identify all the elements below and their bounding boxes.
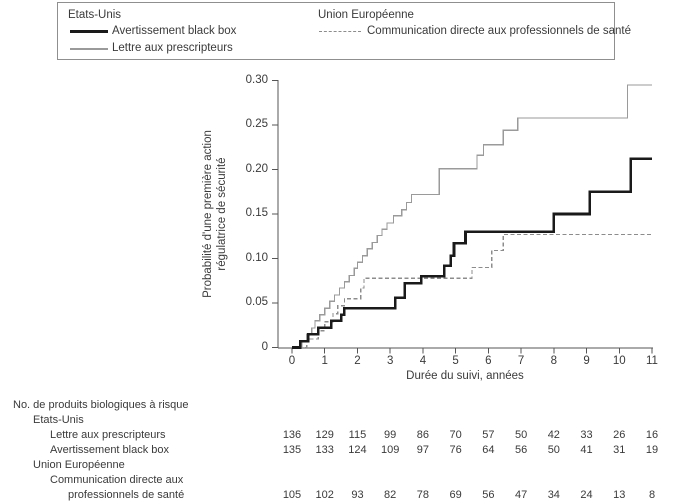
legend-header-eu: Union Européenne xyxy=(318,9,414,21)
risk-count-cell: 26 xyxy=(613,429,626,441)
risk-count-cell: 76 xyxy=(449,444,462,456)
x-tick-label: 3 xyxy=(386,355,394,367)
risk-count-cell: 78 xyxy=(416,489,430,501)
x-tick-label: 6 xyxy=(485,355,492,367)
y-tick-label: 0.30 xyxy=(245,73,268,86)
legend-header-us: Etats-Unis xyxy=(68,9,122,21)
risk-count-cell: 31 xyxy=(613,444,626,456)
risk-count-cell: 34 xyxy=(547,489,560,501)
x-tick-label: 5 xyxy=(452,355,459,367)
series-line xyxy=(292,235,652,348)
x-axis-label: Durée du suivi, années xyxy=(406,370,524,382)
legend-label-lettre: Lettre aux prescripteurs xyxy=(112,42,233,54)
risk-row-label-lettre: Lettre aux prescripteurs xyxy=(50,429,166,441)
x-tick-label: 0 xyxy=(288,355,296,367)
risk-count-cell: 97 xyxy=(416,444,430,456)
risk-count-cell: 42 xyxy=(547,429,560,441)
risk-row-label-black-box: Avertissement black box xyxy=(50,444,170,456)
risk-count-cell: 24 xyxy=(580,489,593,501)
risk-count-cell: 8 xyxy=(648,489,656,501)
risk-count-cell: 136 xyxy=(282,429,302,441)
risk-count-cell: 56 xyxy=(482,489,495,501)
x-tick-label: 4 xyxy=(419,355,427,367)
risk-count-cell: 82 xyxy=(384,489,397,501)
risk-count-cell: 86 xyxy=(416,429,430,441)
risk-count-cell: 50 xyxy=(547,444,560,456)
risk-count-cell: 56 xyxy=(514,444,528,456)
risk-count-cell: 105 xyxy=(282,489,302,501)
risk-count-cell: 16 xyxy=(645,429,659,441)
risk-count-cell: 133 xyxy=(315,444,334,456)
risk-group-eu: Union Européenne xyxy=(33,459,125,471)
legend-label-communication: Communication directe aux professionnels de santé xyxy=(367,25,632,37)
risk-count-cell: 93 xyxy=(351,489,364,501)
risk-count-cell: 135 xyxy=(282,444,302,456)
risk-count-cell: 41 xyxy=(580,444,593,456)
risk-count-cell: 13 xyxy=(613,489,626,501)
risk-row-label-communication-1: Communication directe aux xyxy=(50,474,184,486)
risk-group-us: Etats-Unis xyxy=(33,414,84,426)
risk-count-cell: 109 xyxy=(380,444,400,456)
risk-count-cell: 64 xyxy=(482,444,495,456)
risk-count-cell: 99 xyxy=(384,429,397,441)
y-tick-label: 0.25 xyxy=(245,118,268,130)
y-tick-label: 0.05 xyxy=(245,296,268,308)
dashed-line-icon xyxy=(319,31,361,32)
legend-box xyxy=(57,2,632,60)
x-tick-label: 8 xyxy=(550,355,558,367)
x-tick-label: 9 xyxy=(583,355,590,367)
y-tick-label: 0.10 xyxy=(245,251,268,264)
risk-count-cell: 129 xyxy=(315,429,334,441)
risk-count-cell: 50 xyxy=(514,429,528,441)
risk-row-label-communication-2: professionnels de santé xyxy=(68,489,185,501)
risk-count-cell: 19 xyxy=(645,444,659,456)
risk-count-cell: 57 xyxy=(482,429,495,441)
risk-count-cell: 33 xyxy=(580,429,593,441)
x-tick-label: 11 xyxy=(646,355,658,367)
x-tick-label: 1 xyxy=(321,355,328,367)
thin-solid-line-icon xyxy=(70,48,108,50)
y-axis-label: Probabilité d'une première action régulatrice de sécurité xyxy=(202,130,228,298)
x-tick-label: 10 xyxy=(612,355,626,367)
risk-count-cell: 69 xyxy=(449,489,462,501)
x-tick-label: 2 xyxy=(354,355,361,367)
legend-label-black-box: Avertissement black box xyxy=(112,25,237,37)
y-tick-label: 0.20 xyxy=(245,162,268,175)
thick-solid-line-icon xyxy=(70,30,108,33)
risk-count-cell: 47 xyxy=(514,489,528,501)
risk-count-cell: 70 xyxy=(449,429,462,441)
x-tick-label: 7 xyxy=(517,355,525,367)
y-tick-label: 0.15 xyxy=(245,207,268,219)
risk-table-title: No. de produits biologiques à risque xyxy=(13,399,189,411)
risk-count-cell: 102 xyxy=(315,489,334,501)
risk-count-cell: 124 xyxy=(348,444,367,456)
risk-count-cell: 115 xyxy=(348,429,367,441)
y-tick-label: 0 xyxy=(261,340,268,353)
series-line xyxy=(292,159,652,348)
